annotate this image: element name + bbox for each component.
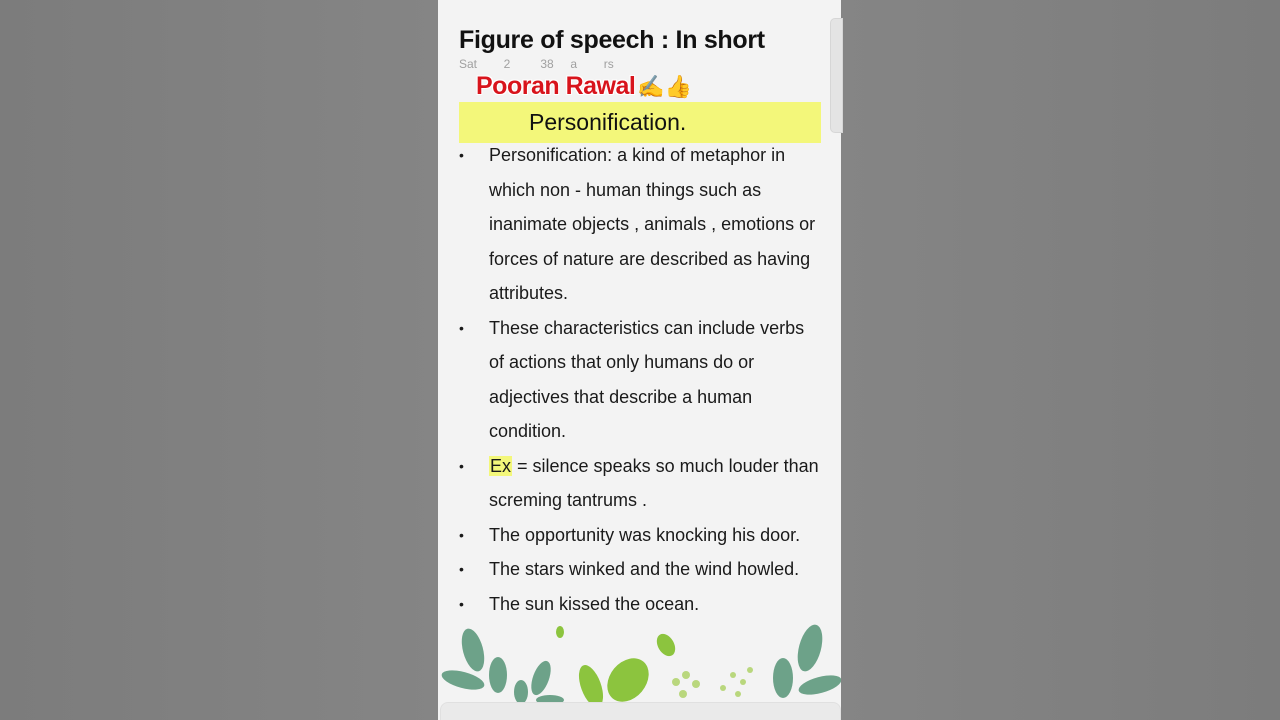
note-title: Figure of speech : In short	[459, 26, 765, 54]
author-name: Pooran Rawal	[476, 72, 636, 100]
list-item-text: These characteristics can include verbs of actions that only humans do or adjectives that describe a human condition.	[489, 317, 805, 441]
heading-text: Personification.	[529, 109, 687, 135]
list-item-text: = silence speaks so much louder than screming tantrums .	[489, 455, 819, 510]
scrollbar[interactable]	[830, 18, 843, 133]
right-blur-background	[841, 0, 1280, 720]
list-item	[459, 311, 824, 449]
bullet-list	[459, 138, 824, 621]
list-item-text: The opportunity was knocking his door.	[489, 524, 801, 545]
highlighted-text: Ex	[490, 455, 512, 476]
list-item	[459, 518, 824, 553]
author-watermark	[476, 72, 692, 101]
left-blur-background	[0, 0, 438, 720]
list-item-text: Personification: a kind of metaphor in which non - human things such as inanimate objects , animals , emotions or forces of nature are described as having attributes.	[489, 145, 816, 303]
list-item	[459, 449, 824, 518]
note-subtitle: Sat 2 38 a rs	[459, 57, 614, 71]
section-heading	[459, 102, 821, 143]
list-item-text: The sun kissed the ocean.	[489, 593, 700, 614]
bottom-toolbar	[440, 702, 841, 720]
list-item	[459, 587, 824, 622]
writing-thumbs-up-icon: ✍️👍	[637, 74, 693, 99]
list-item-text: The stars winked and the wind howled.	[489, 559, 800, 579]
list-item	[459, 552, 824, 587]
leaves-decoration-icon	[438, 620, 841, 705]
note-panel	[438, 0, 841, 720]
list-item	[459, 138, 824, 311]
